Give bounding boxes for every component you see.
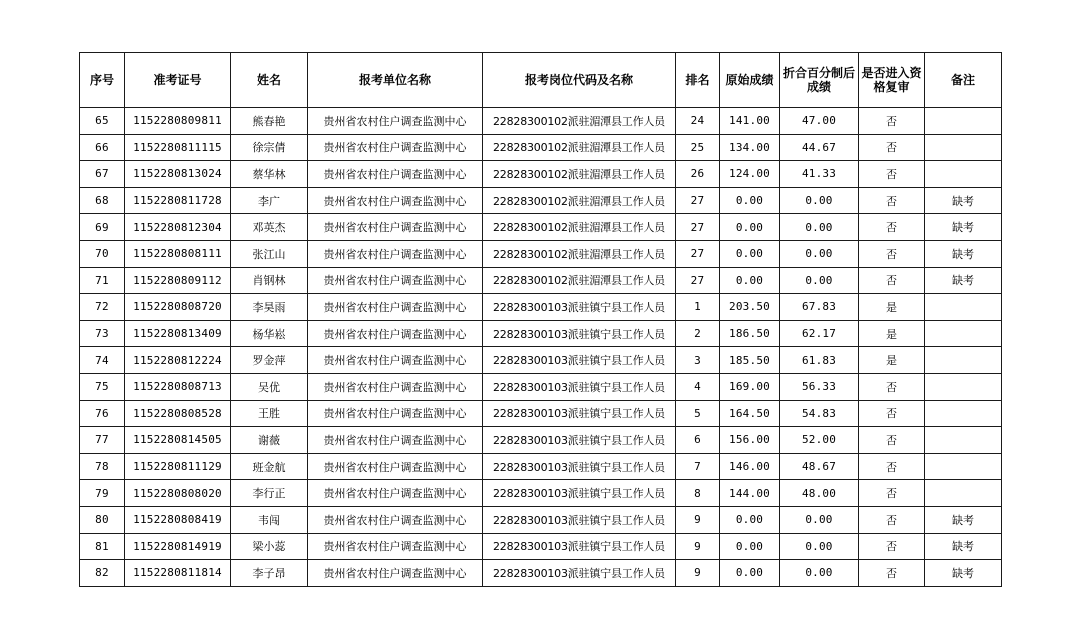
table-row	[80, 214, 1002, 241]
cell-note	[925, 320, 1002, 347]
cell-pct-score: 0.00	[780, 560, 859, 587]
cell-review: 是	[859, 294, 925, 321]
cell-review: 是	[859, 320, 925, 347]
cell-rank: 5	[676, 400, 720, 427]
cell-unit: 贵州省农村住户调查监测中心	[308, 373, 483, 400]
cell-exam-id: 1152280808020	[125, 480, 231, 507]
cell-name: 熊春艳	[231, 108, 308, 135]
cell-rank: 2	[676, 320, 720, 347]
header-position: 报考岗位代码及名称	[483, 53, 676, 108]
cell-name: 李行正	[231, 480, 308, 507]
cell-position: 22828300103派驻镇宁县工作人员	[483, 294, 676, 321]
cell-pct-score: 48.00	[780, 480, 859, 507]
cell-rank: 27	[676, 267, 720, 294]
cell-exam-id: 1152280808419	[125, 506, 231, 533]
cell-unit: 贵州省农村住户调查监测中心	[308, 187, 483, 214]
cell-note: 缺考	[925, 506, 1002, 533]
table-row	[80, 560, 1002, 587]
cell-seq: 66	[80, 134, 125, 161]
cell-name: 杨华崧	[231, 320, 308, 347]
cell-note: 缺考	[925, 214, 1002, 241]
cell-unit: 贵州省农村住户调查监测中心	[308, 294, 483, 321]
header-rank: 排名	[676, 53, 720, 108]
cell-seq: 74	[80, 347, 125, 374]
cell-unit: 贵州省农村住户调查监测中心	[308, 108, 483, 135]
cell-review: 是	[859, 347, 925, 374]
cell-pct-score: 52.00	[780, 427, 859, 454]
table-row	[80, 453, 1002, 480]
cell-review: 否	[859, 506, 925, 533]
cell-position: 22828300103派驻镇宁县工作人员	[483, 427, 676, 454]
cell-rank: 7	[676, 453, 720, 480]
cell-name: 谢薇	[231, 427, 308, 454]
cell-review: 否	[859, 453, 925, 480]
cell-unit: 贵州省农村住户调查监测中心	[308, 347, 483, 374]
cell-rank: 27	[676, 240, 720, 267]
cell-exam-id: 1152280812224	[125, 347, 231, 374]
cell-raw-score: 203.50	[720, 294, 780, 321]
cell-pct-score: 0.00	[780, 267, 859, 294]
cell-pct-score: 41.33	[780, 161, 859, 188]
cell-review: 否	[859, 240, 925, 267]
cell-pct-score: 61.83	[780, 347, 859, 374]
cell-exam-id: 1152280808713	[125, 373, 231, 400]
results-sheet	[79, 52, 1001, 587]
cell-seq: 78	[80, 453, 125, 480]
cell-unit: 贵州省农村住户调查监测中心	[308, 480, 483, 507]
cell-exam-id: 1152280814919	[125, 533, 231, 560]
cell-exam-id: 1152280814505	[125, 427, 231, 454]
header-pct-score: 折合百分制后成绩	[780, 53, 859, 108]
cell-raw-score: 156.00	[720, 427, 780, 454]
table-row	[80, 320, 1002, 347]
cell-raw-score: 0.00	[720, 560, 780, 587]
cell-name: 李昊雨	[231, 294, 308, 321]
cell-name: 罗金萍	[231, 347, 308, 374]
cell-raw-score: 169.00	[720, 373, 780, 400]
cell-review: 否	[859, 161, 925, 188]
cell-name: 蔡华林	[231, 161, 308, 188]
results-table	[79, 52, 1002, 587]
cell-pct-score: 62.17	[780, 320, 859, 347]
cell-pct-score: 0.00	[780, 506, 859, 533]
cell-position: 22828300102派驻湄潭县工作人员	[483, 108, 676, 135]
cell-seq: 65	[80, 108, 125, 135]
cell-exam-id: 1152280811129	[125, 453, 231, 480]
header-row	[80, 53, 1002, 108]
cell-position: 22828300103派驻镇宁县工作人员	[483, 400, 676, 427]
cell-pct-score: 56.33	[780, 373, 859, 400]
cell-unit: 贵州省农村住户调查监测中心	[308, 427, 483, 454]
cell-exam-id: 1152280812304	[125, 214, 231, 241]
cell-exam-id: 1152280808720	[125, 294, 231, 321]
cell-review: 否	[859, 560, 925, 587]
table-row	[80, 294, 1002, 321]
cell-pct-score: 47.00	[780, 108, 859, 135]
cell-seq: 75	[80, 373, 125, 400]
cell-seq: 77	[80, 427, 125, 454]
cell-position: 22828300102派驻湄潭县工作人员	[483, 214, 676, 241]
cell-note	[925, 161, 1002, 188]
cell-review: 否	[859, 427, 925, 454]
cell-pct-score: 0.00	[780, 187, 859, 214]
cell-note	[925, 453, 1002, 480]
cell-unit: 贵州省农村住户调查监测中心	[308, 453, 483, 480]
cell-exam-id: 1152280813409	[125, 320, 231, 347]
cell-raw-score: 0.00	[720, 214, 780, 241]
cell-name: 肖钢林	[231, 267, 308, 294]
cell-raw-score: 185.50	[720, 347, 780, 374]
cell-position: 22828300103派驻镇宁县工作人员	[483, 560, 676, 587]
cell-rank: 25	[676, 134, 720, 161]
cell-unit: 贵州省农村住户调查监测中心	[308, 320, 483, 347]
cell-position: 22828300103派驻镇宁县工作人员	[483, 480, 676, 507]
cell-position: 22828300103派驻镇宁县工作人员	[483, 373, 676, 400]
cell-name: 班金航	[231, 453, 308, 480]
cell-note: 缺考	[925, 533, 1002, 560]
header-seq: 序号	[80, 53, 125, 108]
cell-position: 22828300102派驻湄潭县工作人员	[483, 240, 676, 267]
cell-exam-id: 1152280813024	[125, 161, 231, 188]
cell-seq: 70	[80, 240, 125, 267]
header-raw-score: 原始成绩	[720, 53, 780, 108]
cell-review: 否	[859, 187, 925, 214]
cell-pct-score: 0.00	[780, 533, 859, 560]
cell-unit: 贵州省农村住户调查监测中心	[308, 134, 483, 161]
cell-rank: 9	[676, 506, 720, 533]
cell-unit: 贵州省农村住户调查监测中心	[308, 560, 483, 587]
table-row	[80, 533, 1002, 560]
cell-review: 否	[859, 267, 925, 294]
cell-note: 缺考	[925, 240, 1002, 267]
cell-pct-score: 54.83	[780, 400, 859, 427]
cell-review: 否	[859, 400, 925, 427]
cell-name: 李子昂	[231, 560, 308, 587]
cell-raw-score: 0.00	[720, 533, 780, 560]
cell-note: 缺考	[925, 560, 1002, 587]
cell-exam-id: 1152280808111	[125, 240, 231, 267]
cell-name: 韦闯	[231, 506, 308, 533]
cell-position: 22828300102派驻湄潭县工作人员	[483, 134, 676, 161]
cell-name: 张江山	[231, 240, 308, 267]
cell-rank: 9	[676, 560, 720, 587]
cell-raw-score: 146.00	[720, 453, 780, 480]
cell-note	[925, 400, 1002, 427]
cell-seq: 82	[80, 560, 125, 587]
cell-unit: 贵州省农村住户调查监测中心	[308, 240, 483, 267]
header-note: 备注	[925, 53, 1002, 108]
cell-rank: 27	[676, 187, 720, 214]
cell-name: 李广	[231, 187, 308, 214]
cell-raw-score: 134.00	[720, 134, 780, 161]
cell-position: 22828300102派驻湄潭县工作人员	[483, 187, 676, 214]
cell-pct-score: 67.83	[780, 294, 859, 321]
cell-unit: 贵州省农村住户调查监测中心	[308, 161, 483, 188]
cell-unit: 贵州省农村住户调查监测中心	[308, 214, 483, 241]
cell-raw-score: 0.00	[720, 187, 780, 214]
cell-note	[925, 294, 1002, 321]
header-name: 姓名	[231, 53, 308, 108]
table-row	[80, 161, 1002, 188]
cell-rank: 1	[676, 294, 720, 321]
cell-review: 否	[859, 480, 925, 507]
cell-pct-score: 0.00	[780, 240, 859, 267]
cell-raw-score: 186.50	[720, 320, 780, 347]
cell-raw-score: 0.00	[720, 506, 780, 533]
cell-review: 否	[859, 373, 925, 400]
table-row	[80, 400, 1002, 427]
table-row	[80, 267, 1002, 294]
cell-seq: 79	[80, 480, 125, 507]
table-row	[80, 134, 1002, 161]
cell-name: 梁小蕊	[231, 533, 308, 560]
table-row	[80, 347, 1002, 374]
table-row	[80, 187, 1002, 214]
cell-note	[925, 108, 1002, 135]
cell-rank: 27	[676, 214, 720, 241]
cell-position: 22828300103派驻镇宁县工作人员	[483, 453, 676, 480]
cell-seq: 81	[80, 533, 125, 560]
cell-review: 否	[859, 533, 925, 560]
cell-unit: 贵州省农村住户调查监测中心	[308, 533, 483, 560]
cell-note	[925, 427, 1002, 454]
table-row	[80, 108, 1002, 135]
cell-rank: 4	[676, 373, 720, 400]
cell-rank: 9	[676, 533, 720, 560]
cell-position: 22828300103派驻镇宁县工作人员	[483, 506, 676, 533]
cell-seq: 76	[80, 400, 125, 427]
cell-position: 22828300102派驻湄潭县工作人员	[483, 161, 676, 188]
header-review: 是否进入资格复审	[859, 53, 925, 108]
cell-note	[925, 134, 1002, 161]
header-exam-id: 准考证号	[125, 53, 231, 108]
cell-seq: 80	[80, 506, 125, 533]
cell-seq: 73	[80, 320, 125, 347]
cell-note: 缺考	[925, 267, 1002, 294]
cell-raw-score: 0.00	[720, 267, 780, 294]
cell-position: 22828300103派驻镇宁县工作人员	[483, 533, 676, 560]
cell-exam-id: 1152280809112	[125, 267, 231, 294]
cell-raw-score: 141.00	[720, 108, 780, 135]
cell-raw-score: 144.00	[720, 480, 780, 507]
cell-review: 否	[859, 134, 925, 161]
cell-rank: 3	[676, 347, 720, 374]
cell-exam-id: 1152280811115	[125, 134, 231, 161]
cell-seq: 72	[80, 294, 125, 321]
cell-seq: 71	[80, 267, 125, 294]
cell-exam-id: 1152280811814	[125, 560, 231, 587]
cell-note: 缺考	[925, 187, 1002, 214]
cell-name: 吴优	[231, 373, 308, 400]
cell-name: 徐宗倩	[231, 134, 308, 161]
table-row	[80, 240, 1002, 267]
table-row	[80, 373, 1002, 400]
cell-seq: 67	[80, 161, 125, 188]
cell-position: 22828300103派驻镇宁县工作人员	[483, 347, 676, 374]
cell-note	[925, 373, 1002, 400]
table-row	[80, 506, 1002, 533]
cell-seq: 69	[80, 214, 125, 241]
cell-unit: 贵州省农村住户调查监测中心	[308, 506, 483, 533]
cell-name: 邓英杰	[231, 214, 308, 241]
table-row	[80, 480, 1002, 507]
header-unit: 报考单位名称	[308, 53, 483, 108]
cell-pct-score: 48.67	[780, 453, 859, 480]
cell-note	[925, 480, 1002, 507]
cell-unit: 贵州省农村住户调查监测中心	[308, 267, 483, 294]
cell-review: 否	[859, 108, 925, 135]
cell-unit: 贵州省农村住户调查监测中心	[308, 400, 483, 427]
cell-seq: 68	[80, 187, 125, 214]
cell-position: 22828300102派驻湄潭县工作人员	[483, 267, 676, 294]
table-body	[80, 108, 1002, 587]
cell-rank: 8	[676, 480, 720, 507]
cell-exam-id: 1152280809811	[125, 108, 231, 135]
cell-raw-score: 0.00	[720, 240, 780, 267]
cell-rank: 24	[676, 108, 720, 135]
cell-pct-score: 44.67	[780, 134, 859, 161]
cell-note	[925, 347, 1002, 374]
cell-name: 王胜	[231, 400, 308, 427]
cell-raw-score: 164.50	[720, 400, 780, 427]
cell-rank: 26	[676, 161, 720, 188]
cell-raw-score: 124.00	[720, 161, 780, 188]
cell-review: 否	[859, 214, 925, 241]
cell-exam-id: 1152280811728	[125, 187, 231, 214]
cell-exam-id: 1152280808528	[125, 400, 231, 427]
table-row	[80, 427, 1002, 454]
cell-pct-score: 0.00	[780, 214, 859, 241]
cell-position: 22828300103派驻镇宁县工作人员	[483, 320, 676, 347]
cell-rank: 6	[676, 427, 720, 454]
